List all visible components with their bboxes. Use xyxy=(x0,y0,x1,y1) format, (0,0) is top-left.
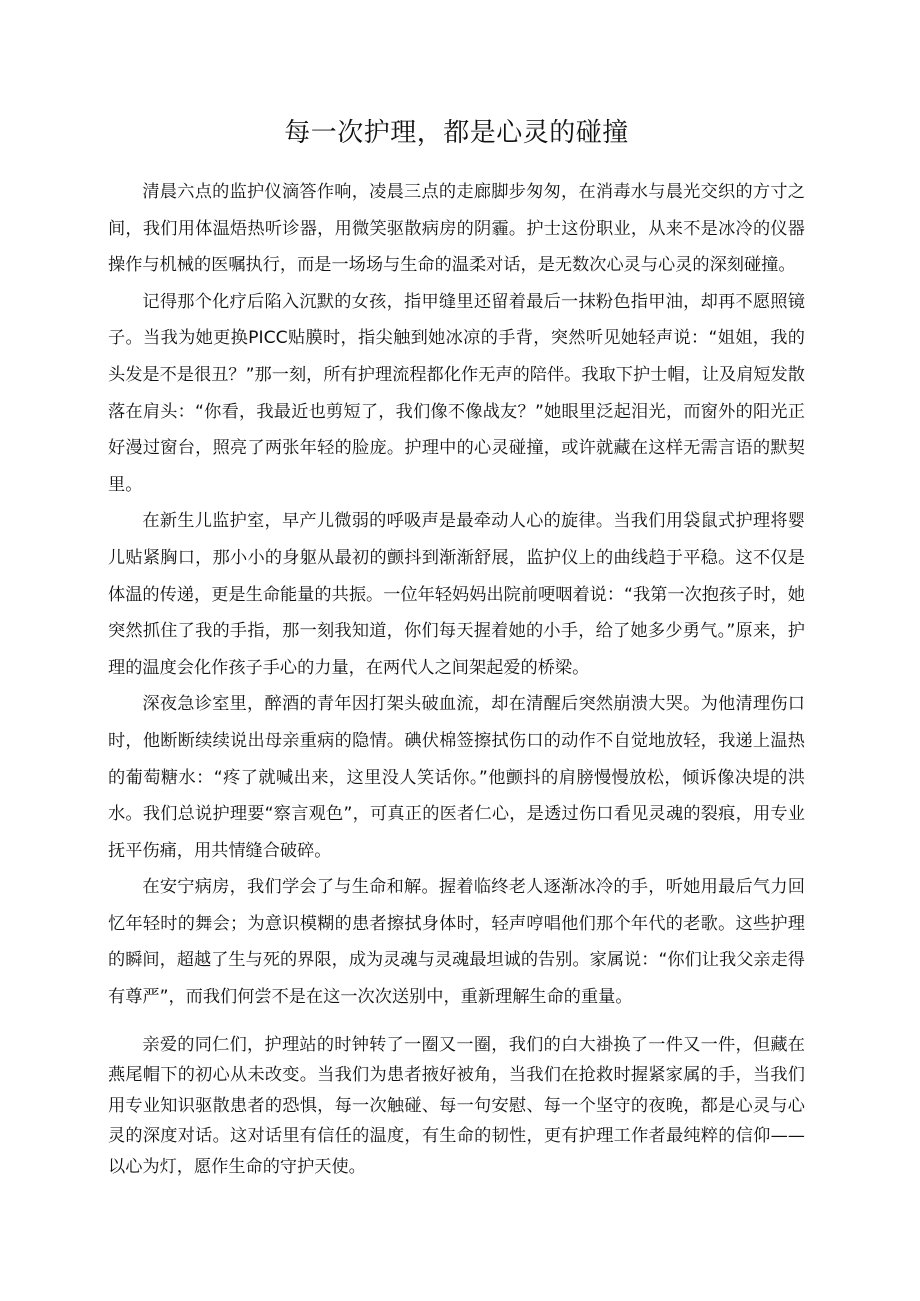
paragraph-4: 深夜急诊室里，醉酒的青年因打架头破血流，却在清醒后突然崩溃大哭。为他清理伤口时，他断断续续说出母亲重病的隐情。碘伏棉签擦拭伤口的动作不自觉地放轻，我递上温热的葡萄糖水：“疼了就喊出来，这里没人笑话你。”他颤抖的肩膀慢慢放松，倾诉像决堤的洪水。我们总说护理要“察言观色”，可真正的医者仁心，是透过伤口看见灵魂的裂痕，用专业抚平伤痛，用共情缝合破碎。 xyxy=(108,694,805,861)
document-page xyxy=(108,112,805,1182)
paragraph-3: 在新生儿监护室，早产儿微弱的呼吸声是最牵动人心的旋律。当我们用袋鼠式护理将婴儿贴紧胸口，那小小的身躯从最初的颤抖到渐渐舒展，监护仪上的曲线趋于平稳。这不仅是体温的传递，更是生命能量的共振。一位年轻妈妈出院前哽咽着说：“我第一次抱孩子时，她突然抓住了我的手指，那一刻我知道，你们每天握着她的小手，给了她多少勇气。”原来，护理的温度会化作孩子手心的力量，在两代人之间架起爱的桥梁。 xyxy=(108,511,805,678)
document-title: 每一次护理，都是心灵的碰撞 xyxy=(284,118,629,148)
paragraph-6: 亲爱的同仁们，护理站的时钟转了一圈又一圈，我们的白大褂换了一件又一件，但藏在燕尾帽下的初心从未改变。当我们为患者掖好被角，当我们在抢救时握紧家属的手，当我们用专业知识驱散患者的恐惧，每一次触碰、每一句安慰、每一个坚守的夜晚，都是心灵与心灵的深度对话。这对话里有信任的温度，有生命的韧性，更有护理工作者最纯粹的信仰——以心为灯，愿作生命的守护天使。 xyxy=(108,1034,805,1177)
paragraph-1: 清晨六点的监护仪滴答作响，凌晨三点的走廊脚步匆匆，在消毒水与晨光交织的方寸之间，我们用体温焐热听诊器，用微笑驱散病房的阴霾。护士这份职业，从来不是冰冷的仪器操作与机械的医嘱执行，而是一场场与生命的温柔对话，是无数次心灵与心灵的深刻碰撞。 xyxy=(108,182,805,276)
paragraph-2: 记得那个化疗后陷入沉默的女孩，指甲缝里还留着最后一抹粉色指甲油，却再不愿照镜子。当我为她更换PICC贴膜时，指尖触到她冰凉的手背，突然听见她轻声说：“姐姐，我的头发是不是很丑？”那一刻，所有护理流程都化作无声的陪伴。我取下护士帽，让及肩短发散落在肩头：“你看，我最近也剪短了，我们像不像战友？”她眼里泛起泪光，而窗外的阳光正好漫过窗台，照亮了两张年轻的脸庞。护理中的心灵碰撞，或许就藏在这样无需言语的默契里。 xyxy=(108,291,805,495)
paragraph-5: 在安宁病房，我们学会了与生命和解。握着临终老人逐渐冰冷的手，听她用最后气力回忆年轻时的舞会；为意识模糊的患者擦拭身体时，轻声哼唱他们那个年代的老歌。这些护理的瞬间，超越了生与死的界限，成为灵魂与灵魂最坦诚的告别。家属说：“你们让我父亲走得有尊严”，而我们何尝不是在这一次次送别中，重新理解生命的重量。 xyxy=(108,877,805,1008)
